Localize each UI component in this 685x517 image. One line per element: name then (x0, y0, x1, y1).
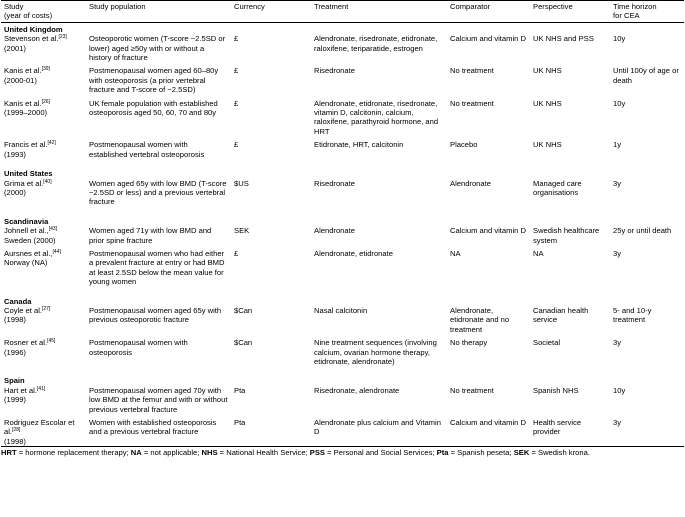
population-cell: Postmenopausal women with osteoporosis (89, 338, 188, 357)
reference-number: [28] (12, 427, 21, 434)
horizon-cell: 3y (613, 248, 622, 258)
table-body (1, 22, 684, 446)
horizon-cell: 3y (613, 418, 622, 428)
region-row (1, 374, 684, 385)
footnote-abbreviation: PSS (309, 448, 325, 458)
population-cell: Postmenopausal women with established vertebral osteoporosis (89, 140, 205, 159)
table-row (1, 386, 684, 418)
table-row (1, 179, 684, 211)
population-cell: Postmenopausal women aged 65y with previous osteoporotic fracture (89, 305, 222, 325)
header-population: Study population (86, 1, 231, 23)
study-cell (1, 418, 86, 446)
comparator-cell: No therapy (450, 338, 488, 348)
perspective-cell: Managed care organisations (533, 178, 582, 197)
reference-number: [43] (48, 226, 58, 233)
population-cell: Postmenopausal women aged 70y with low BMD at the femur and with or without previous vertebral fracture (89, 385, 228, 414)
perspective-cell: UK NHS (533, 66, 562, 76)
reference-number: [41] (36, 385, 46, 392)
footnote-abbreviation: NA (130, 448, 142, 458)
currency-cell: Pta (234, 385, 246, 395)
study-year: (1999) (4, 395, 26, 405)
region-row (1, 295, 684, 306)
study-name: Grima et al. (4, 178, 44, 188)
treatment-cell: Nine treatment sequences (involving calcium, ovarian hormone therapy, etidronate, alendronate) (314, 338, 437, 366)
comparator-cell: NA (450, 248, 461, 258)
study-year: (1998) (4, 315, 26, 325)
study-name: Hart et al. (4, 385, 37, 395)
comparator-cell: No treatment (450, 98, 494, 108)
footnote-definition: = hormone replacement therapy; (16, 448, 131, 458)
study-cell (1, 249, 86, 291)
table-row (1, 306, 684, 338)
reference-number: [23] (58, 34, 67, 41)
cea-studies-table (1, 0, 684, 446)
study-year: (1998) (4, 436, 26, 446)
footnote-definition: = Personal and Social Services; (325, 448, 437, 458)
region-heading: Canada (4, 296, 32, 306)
study-year: (1999–2000) (4, 108, 48, 118)
reference-number: [40] (43, 178, 52, 185)
study-year: (2000-01) (4, 75, 37, 85)
horizon-cell: Until 100y of age or death (613, 66, 679, 85)
population-cell: Women aged 65y with low BMD (T-score −2.5SD or less) and a previous vertebral fracture (89, 178, 227, 207)
currency-cell: £ (234, 34, 239, 44)
comparator-cell: Calcium and vitamin D (450, 226, 526, 236)
footnote-definition: = Spanish peseta; (448, 448, 514, 458)
study-name: Johnell et al., (4, 226, 49, 236)
currency-cell: SEK (234, 226, 250, 236)
table-row (1, 338, 684, 370)
treatment-cell: Alendronate plus calcium and Vitamin D (314, 418, 441, 437)
treatment-cell: Alendronate, etidronate (314, 248, 393, 258)
reference-number: [27] (42, 305, 51, 312)
study-year: Sweden (2000) (4, 235, 56, 245)
horizon-cell: 3y (613, 338, 622, 348)
treatment-cell: Alendronate, risedronate, etidronate, raloxifene, teriparatide, estrogen (314, 34, 438, 53)
table-row (1, 418, 684, 446)
header-treatment: Treatment (311, 1, 447, 23)
treatment-cell: Etidronate, HRT, calcitonin (314, 140, 404, 150)
study-name: Rodriguez Escolar et al. (4, 418, 75, 437)
currency-cell: $US (234, 178, 249, 188)
study-cell (1, 66, 86, 98)
study-name: Kanis et al. (4, 66, 42, 76)
footnote-definition: = not applicable; (141, 448, 202, 458)
table-row (1, 249, 684, 291)
horizon-cell: 1y (613, 140, 622, 150)
study-name: Rosner et al. (4, 338, 48, 348)
study-cell (1, 34, 86, 66)
study-name: Kanis et al. (4, 98, 42, 108)
reference-number: [42] (47, 140, 56, 147)
treatment-cell: Risedronate (314, 66, 355, 76)
study-cell (1, 338, 86, 370)
region-heading: United States (4, 169, 53, 179)
study-cell (1, 386, 86, 418)
reference-number: [44] (52, 248, 61, 255)
perspective-cell: Spanish NHS (533, 385, 579, 395)
study-year: Norway (NA) (4, 258, 48, 268)
currency-cell: $Can (234, 338, 253, 348)
header-comparator: Comparator (447, 1, 530, 23)
study-cell (1, 226, 86, 249)
study-year: (1996) (4, 347, 26, 357)
perspective-cell: Swedish healthcare system (533, 226, 600, 245)
study-name: Aursnes et al., (4, 248, 53, 258)
comparator-cell: Calcium and vitamin D (450, 34, 526, 44)
study-year: (1993) (4, 149, 26, 159)
study-year: (2000) (4, 187, 26, 197)
treatment-cell: Nasal calcitonin (314, 305, 368, 315)
comparator-cell: No treatment (450, 66, 494, 76)
region-heading: Spain (4, 376, 25, 386)
table-footnote (1, 446, 684, 457)
study-cell (1, 306, 86, 338)
horizon-cell: 3y (613, 178, 622, 188)
population-cell: Postmenopausal women aged 60–80y with osteoporosis (a prior vertebral fracture and T-score of −2.5SD) (89, 66, 219, 95)
header-row (1, 1, 684, 23)
perspective-cell: Health service provider (533, 418, 582, 437)
perspective-cell: UK NHS and PSS (533, 34, 594, 44)
currency-cell: £ (234, 248, 239, 258)
comparator-cell: No treatment (450, 385, 494, 395)
region-row (1, 215, 684, 226)
study-name: Coyle et al. (4, 305, 42, 315)
population-cell: Postmenopausal women who had either a prevalent fracture at entry or had BMD at least 2.5SD below the mean value for young women (89, 248, 225, 287)
reference-number: [26] (41, 98, 50, 105)
footnote-abbreviation: NHS (201, 448, 218, 458)
horizon-cell: 25y or until death (613, 226, 672, 236)
table-row (1, 66, 684, 98)
comparator-cell: Alendronate, etidronate and no treatment (450, 305, 510, 334)
currency-cell: £ (234, 98, 239, 108)
currency-cell: $Can (234, 305, 253, 315)
footnote-abbreviation: HRT (1, 448, 17, 458)
population-cell: Osteoporotic women (T-score −2.5SD or lower) aged ≥50y with or without a history of fracture (89, 34, 226, 63)
table-row (1, 226, 684, 249)
study-name: Francis et al. (4, 140, 48, 150)
population-cell: Women with established osteoporosis and a previous vertebral fracture (89, 418, 217, 437)
study-cell (1, 179, 86, 211)
horizon-cell: 10y (613, 385, 626, 395)
currency-cell: Pta (234, 418, 246, 428)
study-cell (1, 99, 86, 141)
treatment-cell: Risedronate, alendronate (314, 385, 400, 395)
header-perspective: Perspective (530, 1, 610, 23)
horizon-cell: 10y (613, 34, 626, 44)
footnote-definition: = Swedish krona. (529, 448, 590, 458)
perspective-cell: Societal (533, 338, 561, 348)
footnote-abbreviation: SEK (513, 448, 530, 458)
comparator-cell: Alendronate (450, 178, 491, 188)
currency-cell: £ (234, 66, 239, 76)
region-heading: United Kingdom (4, 24, 63, 34)
footnote-definition: = National Health Service; (217, 448, 310, 458)
region-heading: Scandinavia (4, 216, 49, 226)
study-cell (1, 140, 86, 163)
region-row (1, 167, 684, 178)
study-name: Stevenson et al. (4, 34, 59, 44)
population-cell: Women aged 71y with low BMD and prior spine fracture (89, 226, 212, 245)
reference-number: [39] (41, 66, 50, 73)
table-row (1, 99, 684, 141)
header-horizon: Time horizon for CEA (610, 1, 684, 23)
perspective-cell: UK NHS (533, 98, 562, 108)
study-year: (2001) (4, 43, 26, 53)
perspective-cell: Canadian health service (533, 305, 589, 325)
horizon-cell: 10y (613, 98, 626, 108)
reference-number: [45] (47, 338, 56, 345)
treatment-cell: Alendronate, etidronate, risedronate, vitamin D, calcitonin, calcium, raloxifene, parathyroid hormone, and HRT (314, 98, 439, 136)
population-cell: UK female population with established osteoporosis aged 50, 60, 70 and 80y (89, 98, 218, 118)
comparator-cell: Placebo (450, 140, 478, 150)
perspective-cell: UK NHS (533, 140, 562, 150)
table-row (1, 34, 684, 66)
currency-cell: £ (234, 140, 239, 150)
footnote-abbreviation: Pta (436, 448, 449, 458)
region-row (1, 22, 684, 34)
table-row (1, 140, 684, 163)
horizon-cell: 5- and 10-y treatment (613, 305, 652, 325)
perspective-cell: NA (533, 248, 544, 258)
treatment-cell: Risedronate (314, 178, 355, 188)
treatment-cell: Alendronate (314, 226, 355, 236)
header-study: Study (year of costs) (1, 1, 86, 23)
header-currency: Currency (231, 1, 311, 23)
comparator-cell: Calcium and vitamin D (450, 418, 526, 428)
